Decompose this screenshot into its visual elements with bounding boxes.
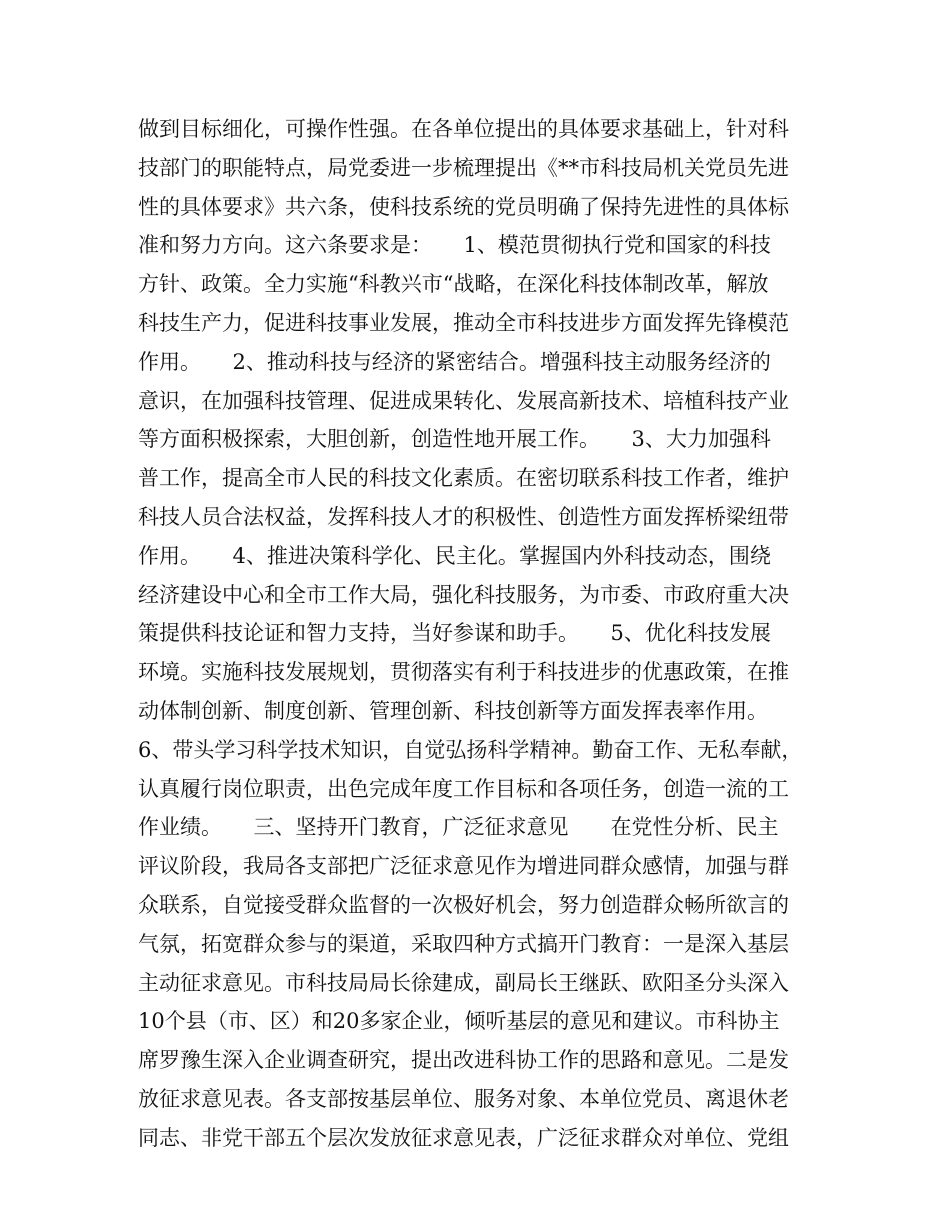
text-line: 科技生产力，促进科技事业发展，推动全市科技进步方面发挥先锋模范 [138, 310, 789, 335]
text-line: 主动征求意见。市科技局局长徐建成，副局长王继跃、欧阳圣分头深入 [138, 970, 789, 995]
text-line: 技部门的职能特点，局党委进一步梳理提出《**市科技局机关党员先进 [138, 155, 789, 180]
text-line: 同志、非党干部五个层次发放征求意见表，广泛征求群众对单位、党组 [138, 1125, 789, 1150]
text-line: 10个县（市、区）和20多家企业，倾听基层的意见和建议。市科协主 [138, 1009, 780, 1034]
text-line: 科技人员合法权益，发挥科技人才的积极性、创造性方面发挥桥梁纽带 [138, 504, 789, 529]
text-line: 动体制创新、制度创新、管理创新、科技创新等方面发挥表率作用。 [138, 698, 768, 723]
text-line: 经济建设中心和全市工作大局，强化科技服务，为市委、市政府重大决 [138, 582, 789, 607]
text-line: 策提供科技论证和智力支持，当好参谋和助手。 5、优化科技发展 [138, 621, 771, 646]
text-line: 环境。实施科技发展规划，贯彻落实有利于科技进步的优惠政策，在推 [138, 660, 789, 685]
body-text [138, 110, 828, 1158]
text-line: 意识，在加强科技管理、促进成果转化、发展高新技术、培植科技产业 [138, 388, 789, 413]
text-line: 普工作，提高全市人民的科技文化素质。在密切联系科技工作者，维护 [138, 466, 789, 491]
text-line: 席罗豫生深入企业调查研究，提出改进科协工作的思路和意见。二是发 [138, 1048, 789, 1073]
text-line: 放征求意见表。各支部按基层单位、服务对象、本单位党员、离退休老 [138, 1086, 789, 1111]
text-line: 众联系，自觉接受群众监督的一次极好机会，努力创造群众畅所欲言的 [138, 892, 789, 917]
text-line: 做到目标细化，可操作性强。在各单位提出的具体要求基础上，针对科 [138, 117, 789, 141]
text-line: 气氛，拓宽群众参与的渠道，采取四种方式搞开门教育：一是深入基层 [138, 931, 789, 956]
text-line: 作用。 2、推动科技与经济的紧密结合。增强科技主动服务经济的 [138, 349, 771, 374]
text-line: 评议阶段，我局各支部把广泛征求意见作为增进同群众感情，加强与群 [138, 854, 789, 879]
text-line: 6、带头学习科学技术知识，自觉弘扬科学精神。勤奋工作、无私奉献， [138, 737, 803, 762]
text-line: 性的具体要求》共六条，使科技系统的党员明确了保持先进性的具体标 [138, 194, 789, 219]
text-line: 等方面积极探索，大胆创新，创造性地开展工作。 3、大力加强科 [138, 427, 771, 452]
text-line: 认真履行岗位职责，出色完成年度工作目标和各项任务，创造一流的工 [138, 776, 789, 801]
text-line: 准和努力方向。这六条要求是： 1、模范贯彻执行党和国家的科技 [138, 233, 771, 258]
text-line: 作业绩。 三、坚持开门教育，广泛征求意见 在党性分析、民主 [138, 815, 779, 840]
text-line: 作用。 4、推进决策科学化、民主化。掌握国内外科技动态，围绕 [138, 543, 771, 568]
text-line: 方针、政策。全力实施“科教兴市“战略，在深化科技体制改革，解放 [138, 272, 769, 297]
